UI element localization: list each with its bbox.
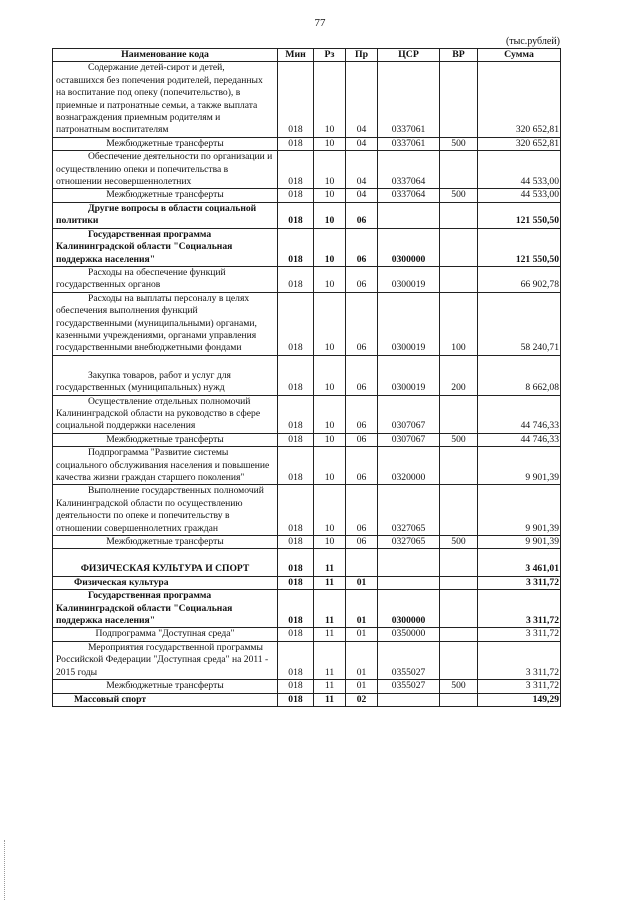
cell-name: Подпрограмма "Развитие системы социального обслуживания населения и повышение качества жизни граждан старшего поколения" — [53, 447, 278, 485]
cell-sum: 3 461,01 — [478, 549, 561, 576]
cell-name: Другие вопросы в области социальной политики — [53, 202, 278, 228]
table-row — [53, 680, 561, 693]
cell-min: 018 — [278, 641, 314, 679]
cell-min: 018 — [278, 228, 314, 266]
cell-csr: 0337064 — [378, 151, 440, 189]
cell-pr — [346, 549, 378, 576]
cell-pr: 01 — [346, 628, 378, 641]
cell-rz: 11 — [314, 693, 346, 706]
cell-pr: 01 — [346, 576, 378, 589]
table-row — [53, 137, 561, 150]
cell-name: Массовый спорт — [53, 693, 278, 706]
cell-csr: 0327065 — [378, 536, 440, 549]
cell-rz: 11 — [314, 590, 346, 628]
cell-vr — [440, 590, 478, 628]
cell-rz: 10 — [314, 447, 346, 485]
cell-csr: 0355027 — [378, 641, 440, 679]
cell-name: Подпрограмма "Доступная среда" — [53, 628, 278, 641]
cell-name: Расходы на обеспечение функций государственных органов — [53, 266, 278, 292]
cell-pr: 06 — [346, 266, 378, 292]
cell-sum: 9 901,39 — [478, 447, 561, 485]
table-row — [53, 266, 561, 292]
cell-sum: 3 311,72 — [478, 576, 561, 589]
header-min: Мин — [278, 49, 314, 62]
cell-pr: 06 — [346, 447, 378, 485]
cell-csr: 0337061 — [378, 62, 440, 137]
cell-min: 018 — [278, 433, 314, 446]
cell-min: 018 — [278, 137, 314, 150]
cell-min: 018 — [278, 202, 314, 228]
cell-rz: 11 — [314, 576, 346, 589]
cell-sum: 44 746,33 — [478, 433, 561, 446]
cell-vr: 500 — [440, 680, 478, 693]
cell-vr: 500 — [440, 536, 478, 549]
cell-vr — [440, 447, 478, 485]
cell-min: 018 — [278, 292, 314, 355]
cell-sum: 44 533,00 — [478, 151, 561, 189]
cell-name: Межбюджетные трансферты — [53, 536, 278, 549]
cell-min: 018 — [278, 536, 314, 549]
table-row — [53, 693, 561, 706]
table-row — [53, 151, 561, 189]
cell-rz: 10 — [314, 189, 346, 202]
cell-min: 018 — [278, 680, 314, 693]
cell-sum: 320 652,81 — [478, 137, 561, 150]
cell-name: Обеспечение деятельности по организации и осуществлению опеки и попечительства в отношении несовершеннолетних — [53, 151, 278, 189]
cell-vr — [440, 266, 478, 292]
cell-vr: 500 — [440, 189, 478, 202]
table-row — [53, 433, 561, 446]
cell-rz: 10 — [314, 536, 346, 549]
cell-csr: 0300000 — [378, 590, 440, 628]
cell-vr — [440, 202, 478, 228]
table-row — [53, 641, 561, 679]
cell-name: Выполнение государственных полномочий Калининградской области по осуществлению деятельности по опеке и попечительству в отношении совершеннолетних граждан — [53, 485, 278, 536]
table-row — [53, 576, 561, 589]
cell-sum: 58 240,71 — [478, 292, 561, 355]
table-row — [53, 62, 561, 137]
cell-rz: 10 — [314, 433, 346, 446]
cell-csr: 0337064 — [378, 189, 440, 202]
cell-pr: 04 — [346, 189, 378, 202]
cell-csr: 0300019 — [378, 292, 440, 355]
header-rz: Рз — [314, 49, 346, 62]
cell-vr: 100 — [440, 292, 478, 355]
cell-rz: 10 — [314, 62, 346, 137]
table-row — [53, 355, 561, 395]
cell-name: Государственная программа Калининградской области "Социальная поддержка населения" — [53, 228, 278, 266]
cell-name: Физическая культура — [53, 576, 278, 589]
cell-min: 018 — [278, 628, 314, 641]
cell-pr: 06 — [346, 292, 378, 355]
cell-csr: 0307067 — [378, 395, 440, 433]
table-row — [53, 228, 561, 266]
cell-csr — [378, 549, 440, 576]
cell-pr: 04 — [346, 62, 378, 137]
table-row — [53, 202, 561, 228]
cell-pr: 02 — [346, 693, 378, 706]
cell-csr: 0350000 — [378, 628, 440, 641]
cell-min: 018 — [278, 355, 314, 395]
table-row — [53, 447, 561, 485]
cell-rz: 10 — [314, 395, 346, 433]
cell-csr: 0337061 — [378, 137, 440, 150]
cell-rz: 11 — [314, 680, 346, 693]
cell-sum: 149,29 — [478, 693, 561, 706]
cell-rz: 10 — [314, 228, 346, 266]
cell-csr: 0300019 — [378, 266, 440, 292]
cell-vr — [440, 549, 478, 576]
cell-csr — [378, 576, 440, 589]
cell-sum: 44 533,00 — [478, 189, 561, 202]
cell-name: Содержание детей-сирот и детей, оставшихся без попечения родителей, переданных на воспитание под опеку (попечительство), в приемные и патронатные семьи, а также выплата вознаграждения приемным родителям и патронатным воспитателям — [53, 62, 278, 137]
cell-sum: 9 901,39 — [478, 536, 561, 549]
cell-vr — [440, 228, 478, 266]
cell-vr — [440, 693, 478, 706]
cell-csr: 0355027 — [378, 680, 440, 693]
table-row — [53, 395, 561, 433]
table-row — [53, 536, 561, 549]
cell-name: Межбюджетные трансферты — [53, 433, 278, 446]
cell-rz: 10 — [314, 485, 346, 536]
cell-vr — [440, 62, 478, 137]
cell-pr: 01 — [346, 590, 378, 628]
cell-name: Межбюджетные трансферты — [53, 137, 278, 150]
cell-sum: 3 311,72 — [478, 641, 561, 679]
cell-pr: 06 — [346, 355, 378, 395]
cell-csr: 0327065 — [378, 485, 440, 536]
cell-rz: 11 — [314, 641, 346, 679]
cell-csr: 0320000 — [378, 447, 440, 485]
cell-min: 018 — [278, 549, 314, 576]
cell-rz: 11 — [314, 628, 346, 641]
cell-vr — [440, 395, 478, 433]
cell-sum: 121 550,50 — [478, 202, 561, 228]
cell-rz: 10 — [314, 151, 346, 189]
cell-pr: 06 — [346, 395, 378, 433]
cell-min: 018 — [278, 590, 314, 628]
cell-csr — [378, 202, 440, 228]
cell-min: 018 — [278, 693, 314, 706]
cell-pr: 06 — [346, 228, 378, 266]
header-csr: ЦСР — [378, 49, 440, 62]
cell-min: 018 — [278, 62, 314, 137]
cell-min: 018 — [278, 485, 314, 536]
cell-min: 018 — [278, 447, 314, 485]
table-body — [53, 62, 561, 707]
table-row — [53, 549, 561, 576]
cell-vr — [440, 641, 478, 679]
cell-vr: 500 — [440, 433, 478, 446]
cell-pr: 06 — [346, 433, 378, 446]
cell-name: Государственная программа Калининградской области "Социальная поддержка населения" — [53, 590, 278, 628]
cell-csr: 0300000 — [378, 228, 440, 266]
cell-pr: 01 — [346, 641, 378, 679]
budget-table — [52, 48, 561, 707]
cell-vr: 200 — [440, 355, 478, 395]
table-row — [53, 485, 561, 536]
cell-sum: 44 746,33 — [478, 395, 561, 433]
cell-sum: 3 311,72 — [478, 628, 561, 641]
cell-rz: 11 — [314, 549, 346, 576]
cell-min: 018 — [278, 151, 314, 189]
cell-rz: 10 — [314, 137, 346, 150]
cell-rz: 10 — [314, 202, 346, 228]
cell-pr: 04 — [346, 137, 378, 150]
header-pr: Пр — [346, 49, 378, 62]
cell-csr: 0300019 — [378, 355, 440, 395]
cell-rz: 10 — [314, 292, 346, 355]
cell-name: Закупка товаров, работ и услуг для государственных (муниципальных) нужд — [53, 355, 278, 395]
table-header-row — [53, 49, 561, 62]
cell-pr: 06 — [346, 202, 378, 228]
cell-name: ФИЗИЧЕСКАЯ КУЛЬТУРА И СПОРТ — [53, 549, 278, 576]
cell-min: 018 — [278, 266, 314, 292]
cell-name: Осуществление отдельных полномочий Калининградской области на руководство в сфере социальной поддержки населения — [53, 395, 278, 433]
cell-name: Межбюджетные трансферты — [53, 189, 278, 202]
cell-min: 018 — [278, 189, 314, 202]
cell-sum: 9 901,39 — [478, 485, 561, 536]
cell-sum: 66 902,78 — [478, 266, 561, 292]
cell-vr: 500 — [440, 137, 478, 150]
cell-sum: 121 550,50 — [478, 228, 561, 266]
cell-pr: 01 — [346, 680, 378, 693]
cell-rz: 10 — [314, 266, 346, 292]
page-number: 77 — [314, 17, 326, 29]
table-row — [53, 292, 561, 355]
cell-sum: 320 652,81 — [478, 62, 561, 137]
cell-vr — [440, 576, 478, 589]
cell-name: Расходы на выплаты персоналу в целях обеспечения выполнения функций государственными (муниципальными) органами, казенными учреждениями, органами управления государственными внебюджетными фондами — [53, 292, 278, 355]
header-vr: ВР — [440, 49, 478, 62]
cell-min: 018 — [278, 576, 314, 589]
cell-name: Межбюджетные трансферты — [53, 680, 278, 693]
cell-csr — [378, 693, 440, 706]
cell-vr — [440, 151, 478, 189]
cell-min: 018 — [278, 395, 314, 433]
cell-vr — [440, 628, 478, 641]
cell-vr — [440, 485, 478, 536]
cell-pr: 04 — [346, 151, 378, 189]
cell-sum: 3 311,72 — [478, 590, 561, 628]
table-row — [53, 590, 561, 628]
cell-csr: 0307067 — [378, 433, 440, 446]
cell-pr: 06 — [346, 485, 378, 536]
cell-pr: 06 — [346, 536, 378, 549]
cell-sum: 8 662,08 — [478, 355, 561, 395]
header-sum: Сумма — [478, 49, 561, 62]
header-name: Наименование кода — [53, 49, 278, 62]
table-row — [53, 189, 561, 202]
cell-rz: 10 — [314, 355, 346, 395]
units-label: (тыс.рублей) — [505, 36, 560, 47]
cell-name: Мероприятия государственной программы Российской Федерации "Доступная среда" на 2011 - 2015 годы — [53, 641, 278, 679]
margin-mark — [4, 840, 7, 900]
table-row — [53, 628, 561, 641]
cell-sum: 3 311,72 — [478, 680, 561, 693]
